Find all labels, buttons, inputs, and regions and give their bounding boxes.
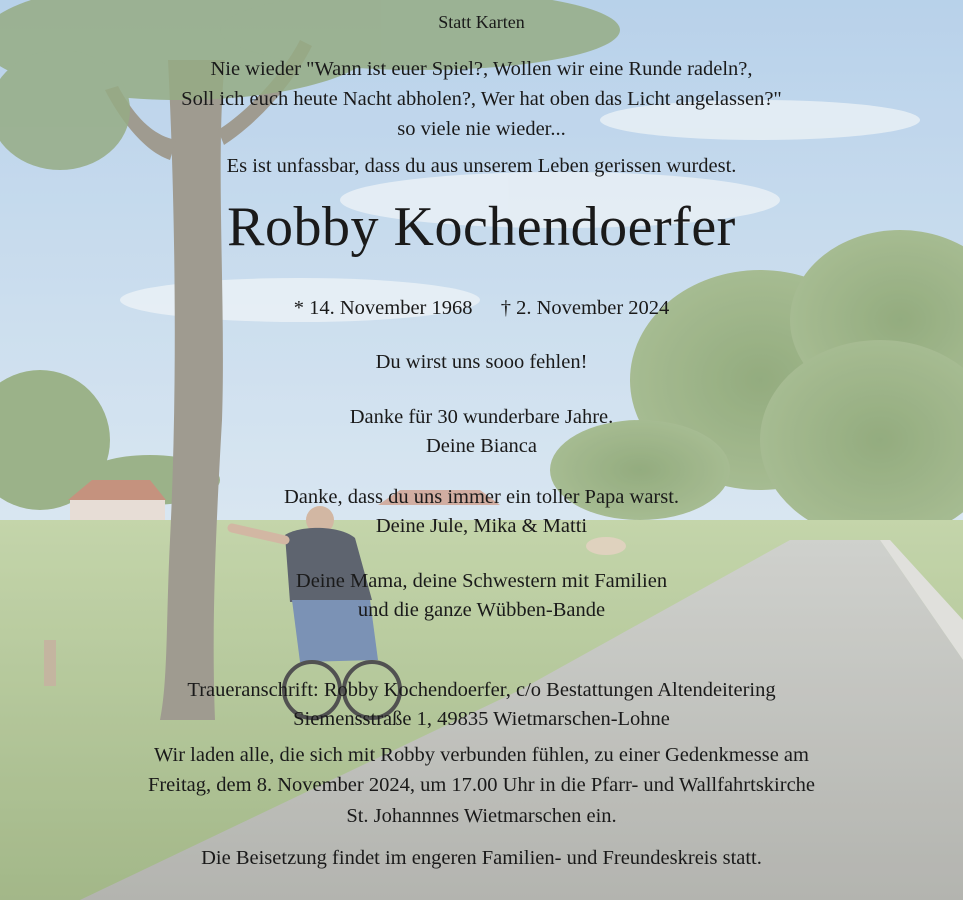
farewell-text: Du wirst uns sooo fehlen! [375,351,588,373]
deceased-name: Robby Kochendoerfer [227,196,736,258]
intro-text: Es ist unfassbar, dass du aus unserem Leben gerissen wurdest. [226,155,737,177]
wife-line-1: Danke für 30 wunderbare Jahre. [349,406,614,428]
heading: Statt Karten [438,12,525,32]
invitation-line: Wir laden alle, die sich mit Robby verbunden fühlen, zu einer Gedenkmesse am [154,744,809,766]
wife-signature: Deine Bianca [426,435,537,457]
mourning-address-line-1: Traueranschrift: Robby Kochendoerfer, c/o Bestattungen Altendeitering [187,679,776,701]
family-line-1: Deine Mama, deine Schwestern mit Familien [295,570,668,592]
family-line-2: und die ganze Wübben-Bande [357,599,606,621]
invitation-line: St. Johannnes Wietmarschen ein. [346,805,617,827]
children-signature: Deine Jule, Mika & Matti [375,515,588,537]
quote-line: Nie wieder "Wann ist euer Spiel?, Wollen wir eine Runde radeln?, [210,58,753,80]
invitation-line: Freitag, dem 8. November 2024, um 17.00 Uhr in die Pfarr- und Wallfahrtskirche [147,774,816,796]
quote-line: so viele nie wieder... [397,118,566,140]
death-date: † 2. November 2024 [500,297,670,319]
burial-note: Die Beisetzung findet im engeren Familien- und Freundeskreis statt. [201,847,762,869]
birth-date: * 14. November 1968 [293,297,473,319]
life-dates [0,293,963,323]
quote-line: Soll ich euch heute Nacht abholen?, Wer hat oben das Licht angelassen?" [181,88,782,110]
mourning-address-line-2: Siemensstraße 1, 49835 Wietmarschen-Lohne [293,708,670,730]
children-line-1: Danke, dass du uns immer ein toller Papa warst. [283,486,680,508]
